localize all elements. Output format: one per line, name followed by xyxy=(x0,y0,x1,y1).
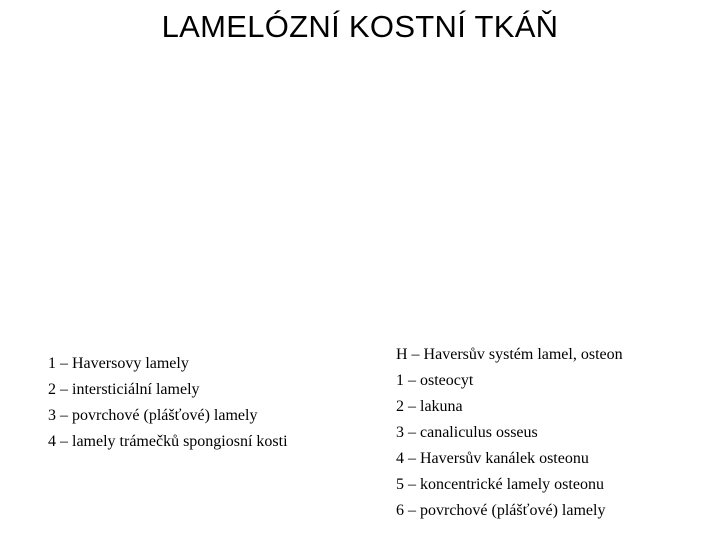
left-legend-item-3: 3 – povrchové (plášťové) lamely xyxy=(48,407,258,424)
right-legend-item-4: 4 – Haversův kanálek osteonu xyxy=(396,450,589,467)
left-legend-item-4: 4 – lamely trámečků spongiosní kosti xyxy=(48,433,288,450)
left-legend-list xyxy=(48,351,288,455)
right-legend-item-5: 5 – koncentrické lamely osteonu xyxy=(396,476,604,493)
right-legend-item-3: 3 – canaliculus osseus xyxy=(396,424,538,441)
right-legend-list xyxy=(396,342,623,524)
left-legend-item-2: 2 – intersticiální lamely xyxy=(48,381,200,398)
left-legend-item-1: 1 – Haversovy lamely xyxy=(48,355,189,372)
right-legend-item-6: 6 – povrchové (plášťové) lamely xyxy=(396,502,606,519)
right-legend-item-h: H – Haversův systém lamel, osteon xyxy=(396,346,623,363)
right-legend-item-1: 1 – osteocyt xyxy=(396,372,474,389)
right-legend-item-2: 2 – lakuna xyxy=(396,398,463,415)
slide-title: LAMELÓZNÍ KOSTNÍ TKÁŇ xyxy=(161,9,559,44)
